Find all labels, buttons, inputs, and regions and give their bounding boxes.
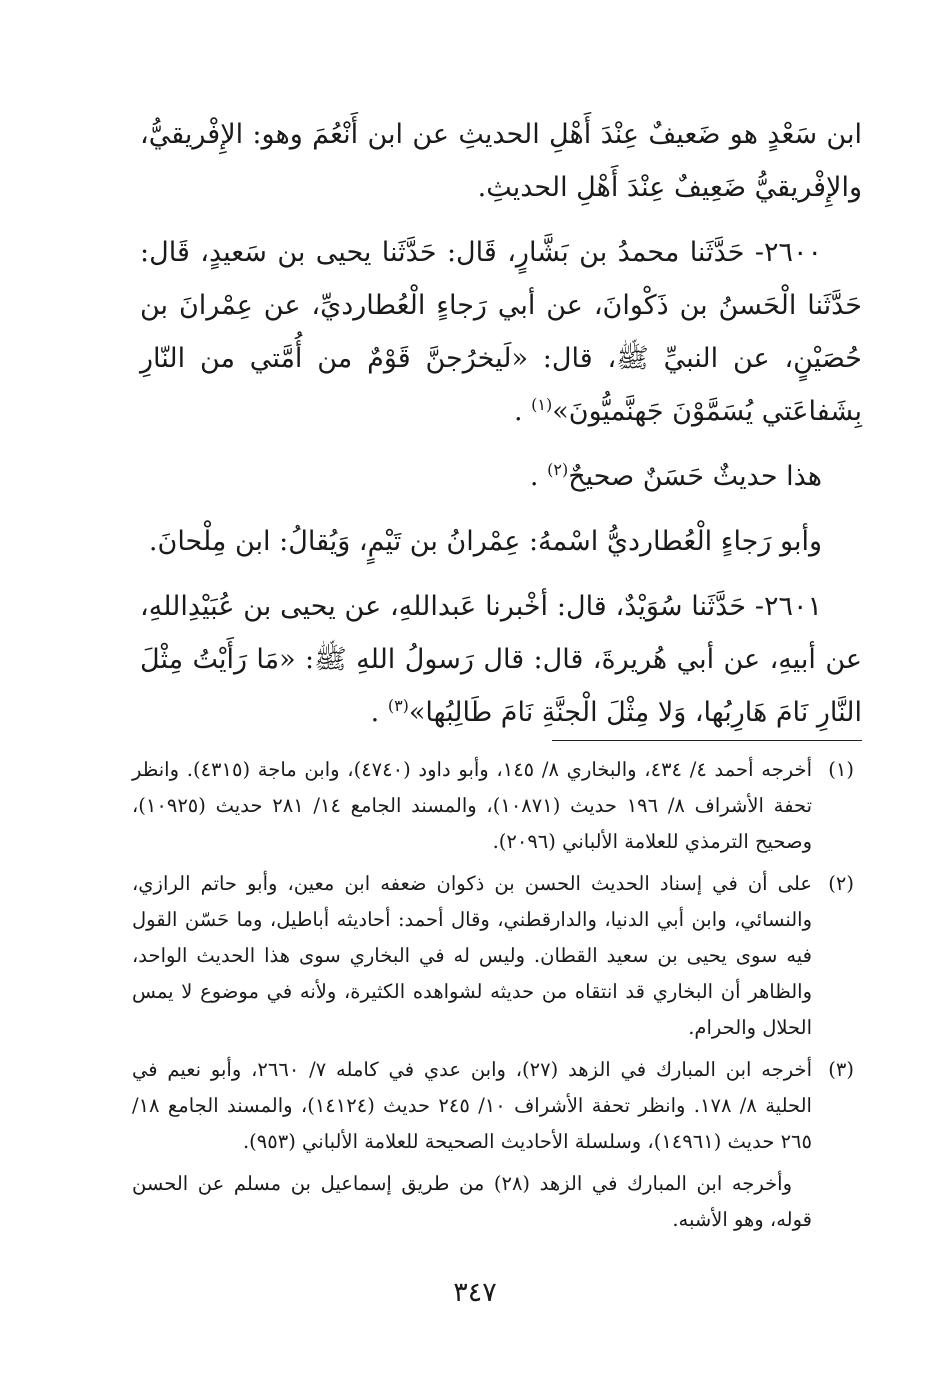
paragraph-text: ٢٦٠٠- حَدَّثَنا محمدُ بن بَشَّارٍ، قَال: حَدَّثَنا يحيى بن سَعيدٍ، قَال: حَدَّثَنا الْحَسنُ بن ذَكْوانَ، عن أبي رَجاءٍ الْعُطارديِّ، عن عِمْرانَ بن حُصَيْنٍ، عن النبيِّ ﷺ، قال: «لَيخرُجنَّ قَوْمٌ من أُمَّتي من النّارِ بِشَفاعَتي يُسَمَّوْنَ جَهنَّميُّونَ» (140, 237, 862, 427)
hadith-2601 (140, 580, 862, 739)
footnote-2 (132, 866, 854, 1046)
paragraph-tail: . (370, 697, 388, 728)
footnote-number: (٢) (828, 872, 854, 895)
paragraph-text: ٢٦٠١- حَدَّثَنا سُوَيْدٌ، قال: أخْبرنا عَبداللهِ، عن يحيى بن عُبَيْدِاللهِ، عن أبيهِ، عن أبي هُريرةَ، قال: قال رَسولُ اللهِ ﷺ: «مَا رَأَيْتُ مِثْلَ النَّارِ نَامَ هَارِبُها، وَلا مِثْلَ الْجنَّةِ نَامَ طَالِبُها» (140, 591, 862, 728)
paragraph-text: ابن سَعْدٍ هو ضَعيفٌ عِنْدَ أَهْلِ الحديثِ عن ابن أَنْعُمَ وهو: الإِفْريقيُّ، والإِفْريقيُّ ضَعِيفٌ عِنْدَ أَهْلِ الحديثِ. (140, 119, 862, 203)
main-text (140, 108, 862, 751)
narrator-note (140, 515, 862, 568)
paragraph-tail: . (529, 461, 548, 492)
footnote-number: (٣) (828, 1058, 854, 1081)
paragraph-text: هذا حديثٌ حَسَنٌ صحيحٌ (568, 461, 822, 492)
footnote-3-continuation: وأخرجه ابن المبارك في الزهد (٢٨) من طريق إسماعيل بن مسلم عن الحسن قوله، وهو الأشبه. (132, 1172, 812, 1231)
footnote-reference[interactable]: (١) (531, 395, 553, 414)
footnote-text: أخرجه ابن المبارك في الزهد (٢٧)، وابن عدي في كامله ٧/ ٢٦٦٠، وأبو نعيم في الحلية ٨/ ١٧٨. وانظر تحفة الأشراف ١٠/ ٢٤٥ حديث (١٤١٢٤)، والمسند الجامع ١٨/ ٢٦٥ حديث (١٤٩٦١)، وسلسلة الأحاديث الصحيحة للعلامة الألباني (٩٥٣). (132, 1058, 812, 1153)
hadith-2600 (140, 226, 862, 438)
footnote-1 (132, 752, 854, 860)
footnote-text: على أن في إسناد الحديث الحسن بن ذكوان ضعفه ابن معين، وأبو حاتم الرازي، والنسائي، وابن أبي الدنيا، والدارقطني، وقال أحمد: أحاديثه أباطيل، وما حَسّن القول فيه سوى يحيى بن سعيد القطان. وليس له في البخاري سوى هذا الحديث الواحد، والظاهر أن البخاري قد انتقاه من حديثه لشواهده الكثيرة، ولأنه في موضوع لا يمس الحلال والحرام. (132, 872, 812, 1039)
page-number: ٣٤٧ (453, 1277, 497, 1308)
footnotes (132, 752, 854, 1238)
footnote-3 (132, 1052, 854, 1160)
paragraph-intro (140, 108, 862, 214)
footnote-number: (١) (828, 758, 854, 781)
footnote-text: أخرجه أحمد ٤/ ٤٣٤، والبخاري ٨/ ١٤٥، وأبو داود (٤٧٤٠)، وابن ماجة (٤٣١٥). وانظر تحفة الأشراف ٨/ ١٩٦ حديث (١٠٨٧١)، والمسند الجامع ١٤/ ٢٨١ حديث (١٠٩٢٥)، وصحيح الترمذي للعلامة الألباني (٢٠٩٦). (132, 758, 812, 853)
hadith-grading (140, 450, 862, 503)
footnote-reference[interactable]: (٢) (547, 460, 569, 479)
footnote-divider (552, 740, 862, 741)
paragraph-text: وأبو رَجاءٍ الْعُطارديُّ اسْمهُ: عِمْرانُ بن تَيْمٍ، وَيُقالُ: ابن مِلْحانَ. (148, 526, 822, 557)
footnote-reference[interactable]: (٣) (387, 696, 409, 715)
paragraph-tail: . (513, 396, 532, 427)
